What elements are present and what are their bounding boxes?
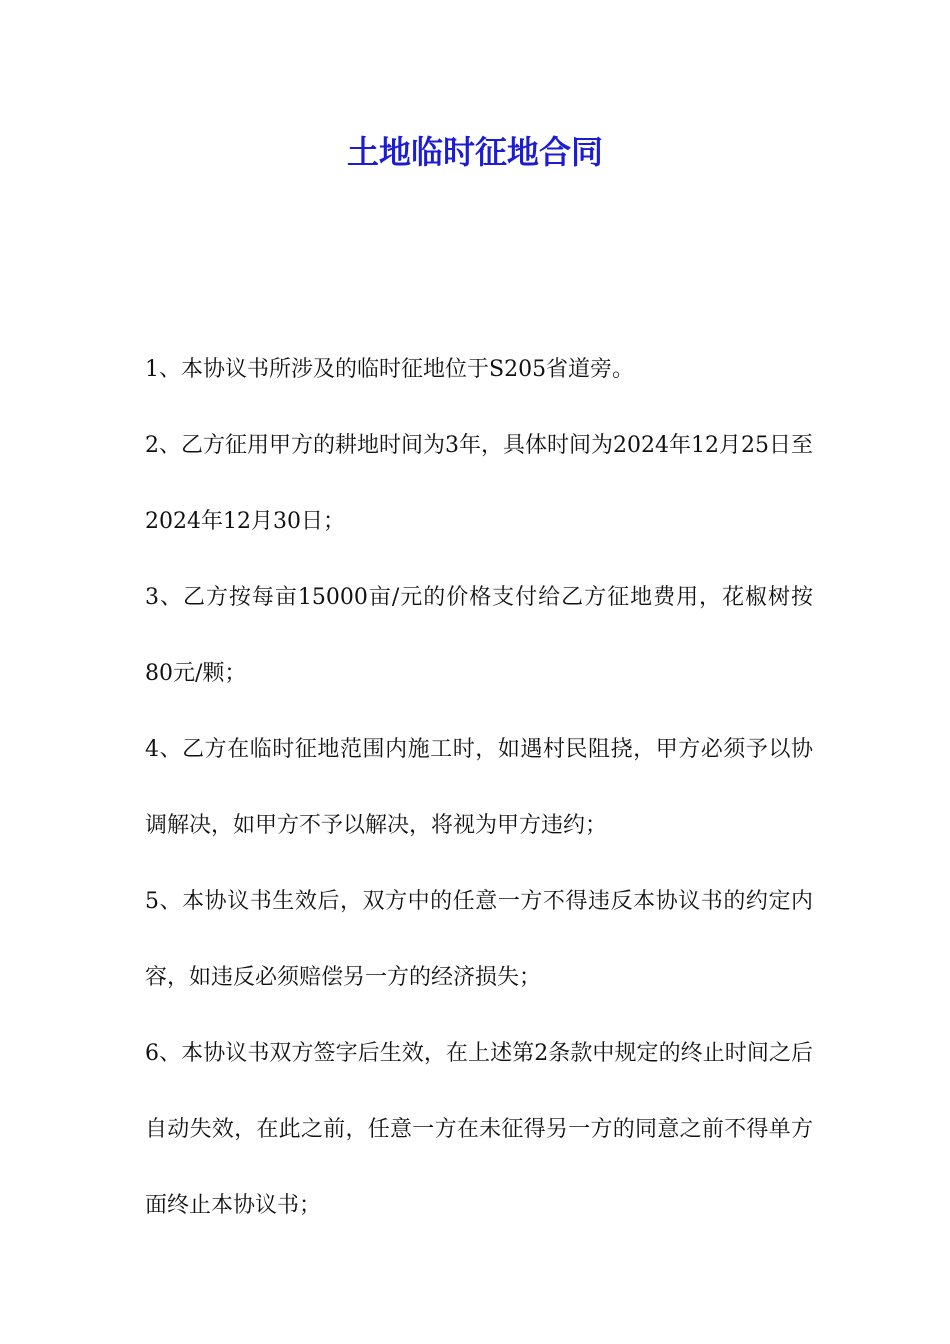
clause-1: 1、本协议书所涉及的临时征地位于S205省道旁。 <box>145 357 635 382</box>
clause-4: 4、乙方在临时征地范围内施工时，如遇村民阻挠，甲方必须予以协调解决，如甲方不予以解决，将视为甲方违约； <box>145 737 813 838</box>
clause-2: 2、乙方征用甲方的耕地时间为3年，具体时间为2024年12月25日至2024年12月30日； <box>145 433 813 534</box>
clause-6: 6、本协议书双方签字后生效，在上述第2条款中规定的终止时间之后自动失效，在此之前，任意一方在未征得另一方的同意之前不得单方面终止本协议书； <box>145 1041 813 1218</box>
clause-3: 3、乙方按每亩15000亩/元的价格支付给乙方征地费用，花椒树按80元/颗； <box>145 585 813 686</box>
clause-5: 5、本协议书生效后，双方中的任意一方不得违反本协议书的约定内容，如违反必须赔偿另一方的经济损失； <box>145 889 813 990</box>
document-body <box>145 332 813 1244</box>
document-title: 土地临时征地合同 <box>346 133 603 171</box>
